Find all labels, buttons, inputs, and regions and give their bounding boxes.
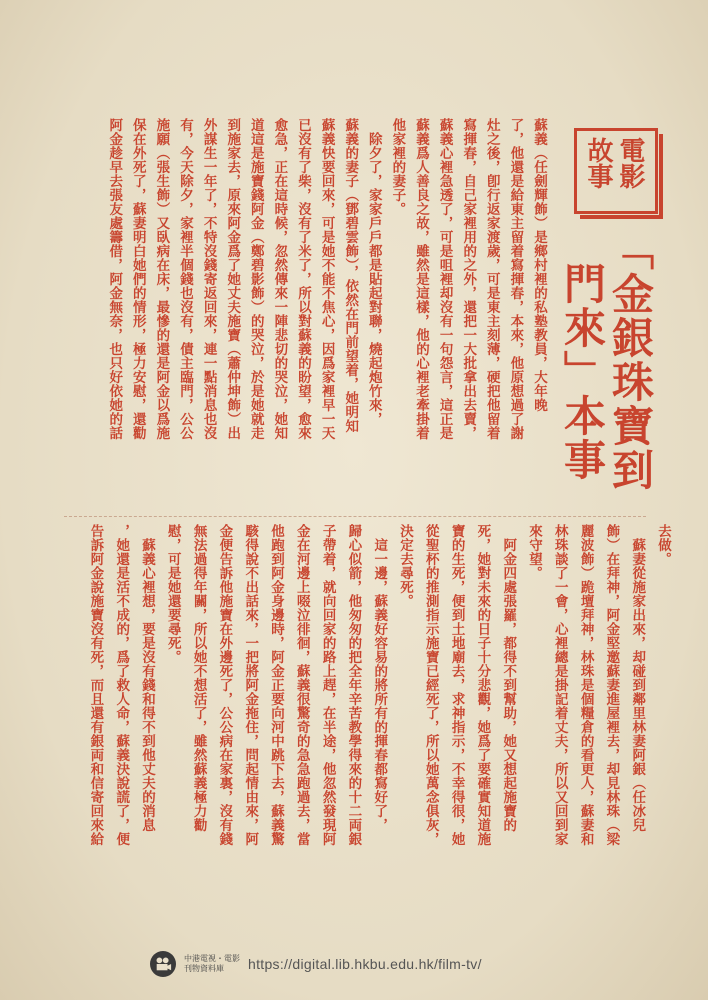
- text-column: 了，他還是給東主留着寫揮春，本來，他原想過了謝: [507, 118, 524, 440]
- text-column: 蘇妻從施家出來，却碰到鄰里林妻阿銀（任冰兒: [629, 524, 646, 832]
- text-column: 蘇義（任劍輝飾）是鄉村裡的私塾教員，大年晚: [531, 118, 547, 412]
- category-line1: 電影: [615, 137, 645, 189]
- text-column: ，她還是活不成的，爲了救人命，蘇義決說謊了，便: [113, 524, 130, 846]
- text-column: 他跑到阿金身邊時，阿金正要向河中跳下去，蘇義驚: [268, 524, 284, 846]
- text-column: 已沒有了柴，沒有了米了，所以對蘇義的盼望，愈來: [295, 118, 311, 440]
- text-column: 無法過得年關，所以她不想活了，雖然蘇義極力勸: [190, 524, 207, 832]
- archive-url-link[interactable]: https://digital.lib.hkbu.edu.hk/film-tv/: [248, 956, 482, 972]
- text-column: 蘇義心裡想，要是沒有錢和得不到他丈夫的消息: [139, 524, 155, 832]
- text-column: 告訴阿金說施寶沒有死，而且還有銀両和信寄回來給: [87, 524, 104, 846]
- text-column: 蘇義心裡急透了，可是咀裡却沒有一句怨言，這正是: [436, 118, 453, 440]
- text-column: 灶之後，卽行返家渡歲，可是東主刻薄，硬把他留着: [483, 118, 500, 440]
- text-column: 慰，可是她還要尋死。: [164, 524, 181, 664]
- text-column: 飾）在拜神，阿金堅邀蘇妻進屋裡去，却見林珠（梁: [603, 524, 620, 846]
- footer: [150, 947, 550, 981]
- text-column: 有，今天除夕，家裡半個錢也沒有，債主臨門，公公: [177, 118, 193, 440]
- text-column: 阿金四處張羅，都得不到幫助，她又想起施寶的: [500, 524, 517, 832]
- text-column: 寫揮春，自己家裡用的之外，還把一大批拿出去賣，: [460, 118, 477, 440]
- story-title-line1: 「金銀珠寶到: [606, 228, 655, 492]
- text-column: 決定去尋死。: [397, 524, 413, 608]
- text-column: 蘇義快要回來，可是她不能不焦心，因爲家裡早一天: [318, 118, 335, 440]
- category-line2: 故事: [583, 137, 613, 189]
- text-column: 駭得說不出話來，一把將阿金拖住，問起情由來，阿: [242, 524, 259, 846]
- text-column: 除夕了，家家戶戶都是貼起對聯，燒起炮竹來，: [365, 118, 382, 426]
- text-column: 子帶着，就向回家的路上趕，在半途，他忽然發現阿: [319, 524, 336, 846]
- text-column: 歸心似箭，他匆匆的把全年辛苦教學得來的十二両銀: [345, 524, 362, 846]
- text-column: 從聖杯的推測指示施寶已經死了，所以她萬念俱灰，: [422, 524, 439, 846]
- text-column: 他家裡的妻子。: [389, 118, 406, 216]
- logo-text-line2: 刊物資料庫: [184, 964, 224, 973]
- text-column: 麗波飾）跪壇拜神，林珠是個糧倉的看更人，蘇妻和: [577, 524, 594, 846]
- logo-text: [184, 954, 240, 974]
- text-column: 蘇義爲人善良之故，雖然是這樣，他的心裡老牽掛着: [413, 118, 429, 440]
- text-column: 這一邊，蘇義好容易的將所有的揮春都寫好了，: [371, 524, 388, 832]
- text-column: 來守望。: [526, 524, 542, 580]
- text-column: 死，她對未來的日子十分悲觀，她爲了要確實知道施: [474, 524, 491, 846]
- text-column: 到施家去，原來阿金爲了她丈夫施寶（蕭仲坤飾）出: [224, 118, 241, 440]
- category-box: [574, 128, 658, 214]
- text-column: 金在河邊上啜泣徘徊，蘇義很驚奇的急急跑過去，當: [293, 524, 310, 846]
- text-column: 保在外死了，蘇妻明白她們的情形，極力安慰，還勸: [129, 118, 146, 440]
- section-divider: [64, 516, 646, 517]
- text-column: 施願（張生飾）又臥病在床，最慘的還是阿金以爲施: [153, 118, 170, 440]
- text-column: 外謀生一年了，不特沒錢寄返回來，連一點消息也沒: [200, 118, 217, 440]
- text-column: 蘇義的妻子（鄧碧雲飾），依然在門前望着，她明知: [342, 118, 359, 434]
- text-column: 道這是施寶錢阿金（鄭碧影飾）的哭泣，於是她就走: [247, 118, 264, 440]
- logo-text-line1: 中港電視・電影: [184, 954, 240, 963]
- text-column: 金便告訴他施寶在外邊死了，公公病在家裏，沒有錢: [216, 524, 233, 846]
- text-column: 阿金趁早去張友處籌借，阿金無奈，也只好依她的話: [106, 118, 123, 440]
- story-title-line2: 門來」本事: [558, 262, 607, 482]
- text-column: 愈急，正在這時候，忽然傳來一陣悲切的哭泣，她知: [271, 118, 288, 440]
- text-column: 林珠談了一會，心裡總是掛記着丈夫，所以又回到家: [551, 524, 568, 846]
- text-column: 去做。: [655, 524, 671, 566]
- text-column: 寶的生死，便到土地廟去，求神指示，不幸得很，她: [448, 524, 465, 846]
- film-projector-icon: [150, 951, 176, 977]
